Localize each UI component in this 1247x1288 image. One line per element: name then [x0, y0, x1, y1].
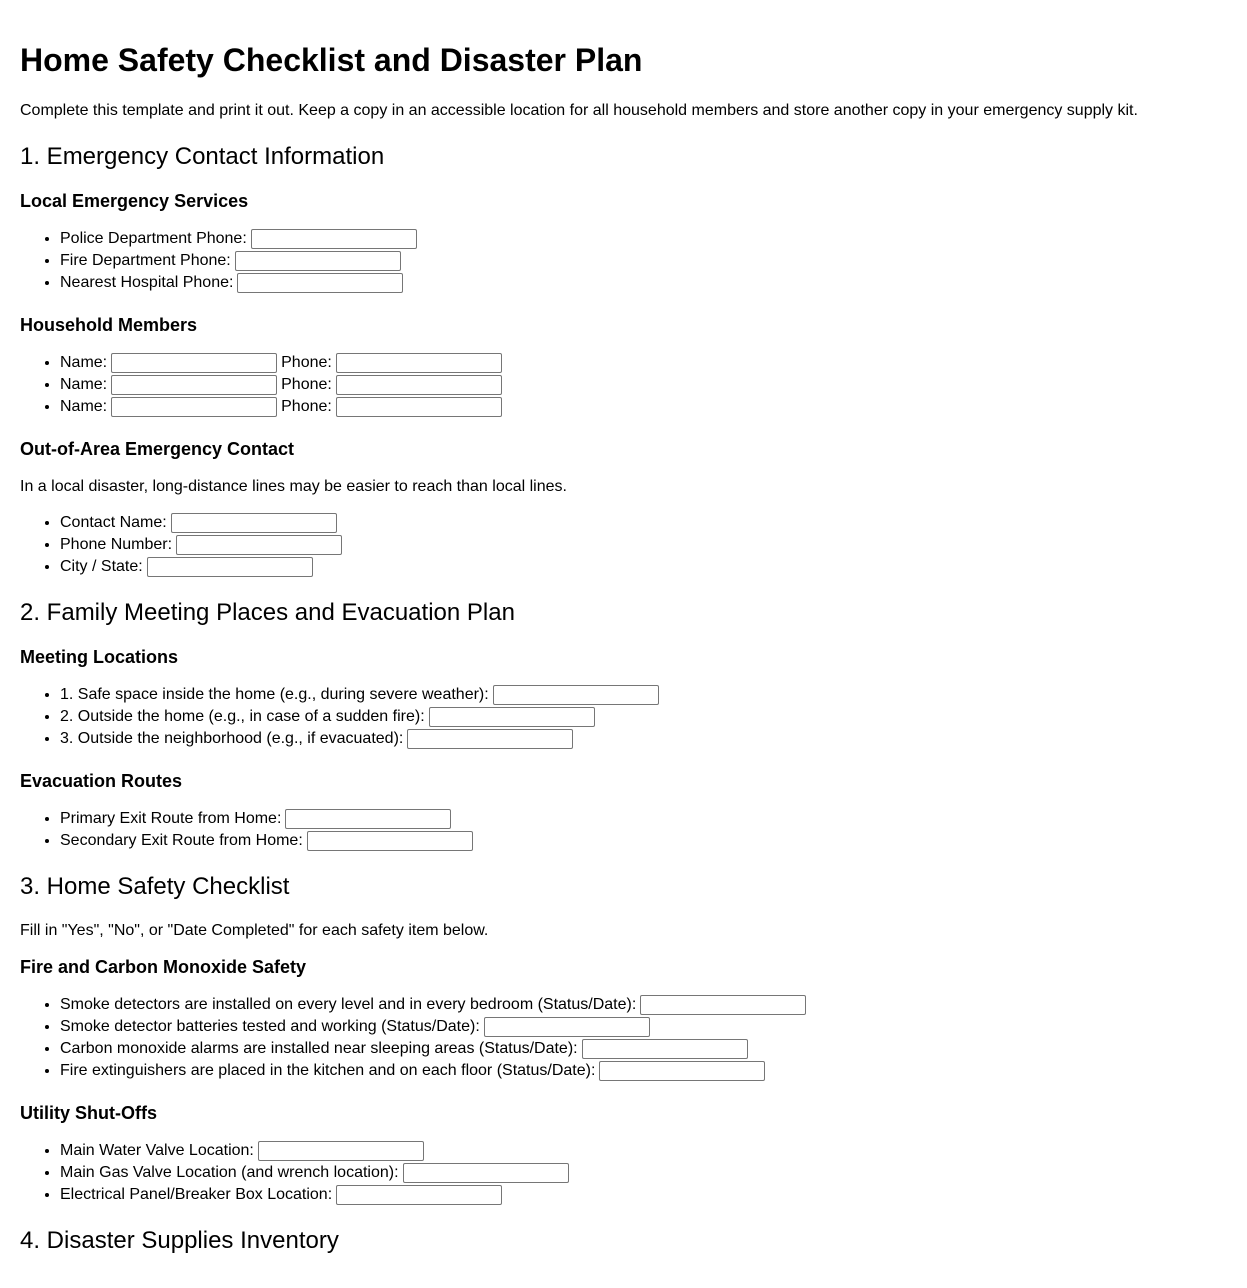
- local-services-list: [20, 228, 1227, 294]
- field-label: Fire extinguishers are placed in the kitchen and on each floor (Status/Date):: [60, 1062, 596, 1079]
- list-item: [60, 272, 1227, 294]
- out-of-area-heading: Out-of-Area Emergency Contact: [20, 439, 295, 459]
- list-item: [60, 830, 1227, 852]
- evacuation-routes-heading: Evacuation Routes: [20, 771, 183, 791]
- fire-safety-heading: Fire and Carbon Monoxide Safety: [20, 957, 307, 977]
- member-name-input[interactable]: [111, 353, 277, 373]
- field-label: Nearest Hospital Phone:: [60, 274, 234, 291]
- section-contact-heading: 1. Emergency Contact Information: [20, 143, 385, 170]
- outside-home-input[interactable]: [429, 707, 595, 727]
- name-label: Name:: [60, 376, 108, 393]
- intro-text: Complete this template and print it out. Keep a copy in an accessible location for all household members and store another copy in your emergency supply kit.: [20, 102, 1138, 119]
- out-of-area-note: In a local disaster, long-distance lines may be easier to reach than local lines.: [20, 478, 567, 495]
- water-valve-input[interactable]: [258, 1141, 424, 1161]
- inside-home-input[interactable]: [493, 685, 659, 705]
- section-checklist-heading: 3. Home Safety Checklist: [20, 873, 290, 900]
- field-label: Phone Number:: [60, 536, 173, 553]
- list-item: [60, 1016, 1227, 1038]
- list-item: [60, 728, 1227, 750]
- field-label: 1. Safe space inside the home (e.g., during severe weather):: [60, 686, 489, 703]
- list-item: [60, 534, 1227, 556]
- field-label: Carbon monoxide alarms are installed near sleeping areas (Status/Date):: [60, 1040, 578, 1057]
- list-item: [60, 396, 1227, 418]
- gas-valve-input[interactable]: [403, 1163, 569, 1183]
- electrical-panel-input[interactable]: [336, 1185, 502, 1205]
- phone-label: Phone:: [281, 398, 332, 415]
- hospital-phone-input[interactable]: [237, 273, 403, 293]
- household-list: [20, 352, 1227, 418]
- list-item: [60, 1038, 1227, 1060]
- list-item: [60, 994, 1227, 1016]
- meeting-locations-list: [20, 684, 1227, 750]
- list-item: [60, 1162, 1227, 1184]
- list-item: [60, 808, 1227, 830]
- field-label: Police Department Phone:: [60, 230, 247, 247]
- field-label: Smoke detectors are installed on every level and in every bedroom (Status/Date):: [60, 996, 637, 1013]
- phone-label: Phone:: [281, 376, 332, 393]
- list-item: [60, 374, 1227, 396]
- detector-batteries-input[interactable]: [484, 1017, 650, 1037]
- list-item: [60, 556, 1227, 578]
- page-title: Home Safety Checklist and Disaster Plan: [20, 42, 643, 78]
- field-label: Fire Department Phone:: [60, 252, 231, 269]
- evacuation-routes-list: [20, 808, 1227, 852]
- meeting-locations-heading: Meeting Locations: [20, 647, 179, 667]
- member-name-input[interactable]: [111, 397, 277, 417]
- field-label: Smoke detector batteries tested and working (Status/Date):: [60, 1018, 480, 1035]
- field-label: Main Water Valve Location:: [60, 1142, 254, 1159]
- field-label: Main Gas Valve Location (and wrench location):: [60, 1164, 399, 1181]
- list-item: [60, 352, 1227, 374]
- checklist-note: Fill in "Yes", "No", or "Date Completed" for each safety item below.: [20, 922, 489, 939]
- field-label: City / State:: [60, 558, 143, 575]
- utility-shutoffs-heading: Utility Shut-Offs: [20, 1103, 157, 1123]
- primary-route-input[interactable]: [285, 809, 451, 829]
- section-meeting-heading: 2. Family Meeting Places and Evacuation Plan: [20, 599, 515, 626]
- section-supplies-heading: 4. Disaster Supplies Inventory: [20, 1227, 339, 1254]
- list-item: [60, 1140, 1227, 1162]
- outside-neighborhood-input[interactable]: [407, 729, 573, 749]
- field-label: Primary Exit Route from Home:: [60, 810, 282, 827]
- household-heading: Household Members: [20, 315, 198, 335]
- city-state-input[interactable]: [147, 557, 313, 577]
- out-of-area-list: [20, 512, 1227, 578]
- field-label: Electrical Panel/Breaker Box Location:: [60, 1186, 333, 1203]
- member-phone-input[interactable]: [336, 375, 502, 395]
- contact-name-input[interactable]: [171, 513, 337, 533]
- contact-phone-input[interactable]: [176, 535, 342, 555]
- list-item: [60, 250, 1227, 272]
- name-label: Name:: [60, 354, 108, 371]
- utility-shutoffs-list: [20, 1140, 1227, 1206]
- list-item: [60, 1184, 1227, 1206]
- list-item: [60, 228, 1227, 250]
- member-phone-input[interactable]: [336, 397, 502, 417]
- phone-label: Phone:: [281, 354, 332, 371]
- field-label: Contact Name:: [60, 514, 167, 531]
- field-label: 2. Outside the home (e.g., in case of a sudden fire):: [60, 708, 425, 725]
- secondary-route-input[interactable]: [307, 831, 473, 851]
- list-item: [60, 512, 1227, 534]
- name-label: Name:: [60, 398, 108, 415]
- list-item: [60, 684, 1227, 706]
- list-item: [60, 1060, 1227, 1082]
- fire-safety-list: [20, 994, 1227, 1082]
- police-phone-input[interactable]: [251, 229, 417, 249]
- co-alarms-input[interactable]: [582, 1039, 748, 1059]
- field-label: Secondary Exit Route from Home:: [60, 832, 303, 849]
- fire-extinguishers-input[interactable]: [599, 1061, 765, 1081]
- fire-phone-input[interactable]: [235, 251, 401, 271]
- smoke-detectors-input[interactable]: [640, 995, 806, 1015]
- member-name-input[interactable]: [111, 375, 277, 395]
- list-item: [60, 706, 1227, 728]
- member-phone-input[interactable]: [336, 353, 502, 373]
- field-label: 3. Outside the neighborhood (e.g., if evacuated):: [60, 730, 404, 747]
- local-services-heading: Local Emergency Services: [20, 191, 249, 211]
